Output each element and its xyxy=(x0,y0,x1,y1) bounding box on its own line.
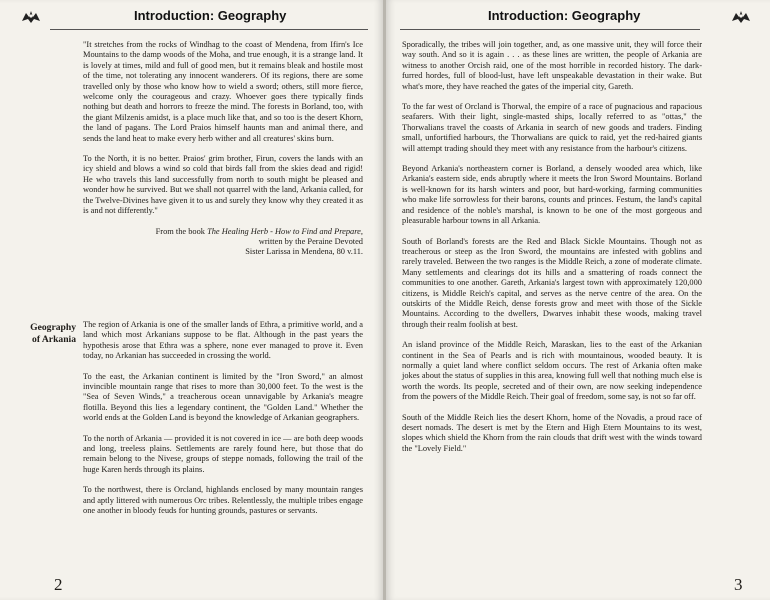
quote-block xyxy=(83,40,363,268)
page-number: 2 xyxy=(54,575,63,594)
body-paragraph: To the northwest, there is Orcland, highlands enclosed by many mountain ranges and aptly littered with numerous Orc tribes. Relentlessly, the multiple tribes engage one another in bloody feuds for hunting grounds, pastures or servants. xyxy=(83,485,363,516)
dragon-emblem-icon xyxy=(730,9,752,25)
page-header: Introduction: Geography xyxy=(488,8,641,23)
body-paragraph: South of the Middle Reich lies the desert Khorn, home of the Novadis, a proud race of desert nomads. The desert is met by the Etern and High Etern Mountains to its west, slopes which shield the Khorn from the rain clouds that drift west with the winds toward the "Lovely Field." xyxy=(402,412,702,453)
page-number: 3 xyxy=(734,575,743,594)
attribution-author-line: written by the Peraine Devoted xyxy=(258,236,363,246)
section-sidenote xyxy=(14,322,76,346)
attribution-prefix: From the book xyxy=(155,226,208,236)
body-paragraph: To the east, the Arkanian continent is limited by the "Iron Sword," an almost invincible mountain range that rises to more than 30,000 feet. To the west is the "Sea of Seven Winds," a treacherous ocean unnavigable by Arkania's meagre flotilla. Beyond this lies a legendary continent, the "Golden Land." Whether the world ends at the Golden Land is beyond the knowledge of Arkanian geographers. xyxy=(83,371,363,423)
body-paragraph: The region of Arkania is one of the smaller lands of Ethra, a primitive world, and a land which most Arkanians suppose to be flat. Although in the past years the hypothesis arose that Ethra was a sphere, none ever managed to prove it. Even today, no Arkanian has succeeded in crossing the world. xyxy=(83,320,363,361)
page-header: Introduction: Geography xyxy=(134,8,287,23)
body-text xyxy=(83,320,363,527)
body-paragraph: An island province of the Middle Reich, Maraskan, lies to the east of the Arkanian continent in the Sea of Pearls and is rich with mountainous, wooded beauty. It is normally a quiet land where conflict seldom occurs. The rest of Arkania often make jokes about the status of supplies in this area, knowing full well that nothing much else is worth the words. Its people, secreted and of their own, are now seeking independence from the powers of the Middle Reich. Their goal of freedom, some say, is not so far off. xyxy=(402,340,702,402)
body-paragraph: To the north of Arkania — provided it is not covered in ice — are both deep woods and long, treeless plains. Settlements are rarely found here, but those that do remain belong to the Nivese, groups of steppe nomads, following the trail of the huge Karen herds through its plains. xyxy=(83,433,363,474)
attribution-suffix: , xyxy=(360,226,363,236)
body-paragraph: Sporadically, the tribes will join together, and, as one massive unit, they will force their way south. And so it is again . . . as these lines are written, the people of Arkania are witness to another Orcish raid, one of the most horrible in recorded history. The dark-furred hordes, full of blood-lust, have left unspeakable devastation in their wake. But what's more, they have reached the gates of the imperial city, Gareth. xyxy=(402,40,702,91)
attribution-place-line: Sister Larissa in Mendena, 80 v.11. xyxy=(245,247,363,257)
left-page xyxy=(0,0,383,600)
body-text xyxy=(402,40,702,464)
body-paragraph: To the far west of Orcland is Thorwal, the empire of a race of pugnacious and rapacious seafarers. With their light, single-masted ships, locally referred to as "ottas," the Thorwalians travel the coasts of Arkania in search of new goods and traders. Finding small, unfortified harbours, the Thorwalians are quick to raid, yet the red-haired giants will attempt trading should they meet with any resistance from the harbour's citizens. xyxy=(402,102,702,153)
body-paragraph: Beyond Arkania's northeastern corner is Borland, a densely wooded area which, like Arkania's eastern side, ends abruptly where it meets the Iron Sword Mountains. Borland is well-known for its harsh winters and poor, but hard-working, farming communities who make life sorrowless for their barons, counts and princes. Festum, the land's capital and residence of the noble's marshal, is known to be one of the most gorgeous and pleasurable harbour towns in all Arkania. xyxy=(402,164,702,226)
quote-attribution xyxy=(83,227,363,258)
sidenote-line: Geography xyxy=(30,322,76,333)
body-paragraph: South of Borland's forests are the Red and Black Sickle Mountains. Though not as treacherous or steep as the Iron Sword, the mountains are infested with goblins and rarely traveled. Between the two ranges is the Middle Reich, a zone of moderate climate. Many settlements and clearings dot its hills and a smattering of roads connect the communities to one another. Gareth, Arkania's largest town with approximately 120,000 citizens, is Middle Reich's capital, and serves as the nerve centre of the area. On the outskirts of the Middle Reich, dense forests grow and meet with those of the Sickle Mountains. According to the dwellers, Dwarves inhabit these woods, making travel through their realm foolish at best. xyxy=(402,236,702,329)
quote-paragraph: "It stretches from the rocks of Windhag to the coast of Mendena, from Ifirn's Ice Mountains to the damp woods of the Moha, and true enough, it is a strange land. It is lovely at times, mild and full of good men, but it remains bleak and hostile most of the time, not tolerating any innocent wanderers. Of its regions, there are some travelled only by those who know how to wield a sword; others, still more fierce, welcome only the courageous and crazy. Whoever goes there typically finds nothing but death and horrors to freeze the mind. The forests in Borland, too, with the giant Milzenis amidst, is a place much like that, and so too is the desert Khorn, the land of pagans. The Lord Praios himself haunts man and animal there, and sends the land heat to make every herb wither and all creatures' skins burn. xyxy=(83,40,363,143)
header-rule xyxy=(50,29,368,30)
right-page xyxy=(386,0,770,600)
header-rule xyxy=(400,29,700,30)
sidenote-line: of Arkania xyxy=(32,334,76,345)
dragon-emblem-icon xyxy=(20,9,42,25)
quote-paragraph: To the North, it is no better. Praios' grim brother, Firun, covers the lands with an icy shield and blows a wind so cold that birds fall from the skies dead and rigid! He who travels this land successfully from north to south might be pleased and wonder how he survived. But we shall not quarrel with the land, Arkania called, for the Twelve-Divines have given it to us and surely they know why they created it as is and not differently." xyxy=(83,154,363,216)
book-title: The Healing Herb - How to Find and Prepare xyxy=(207,226,361,236)
